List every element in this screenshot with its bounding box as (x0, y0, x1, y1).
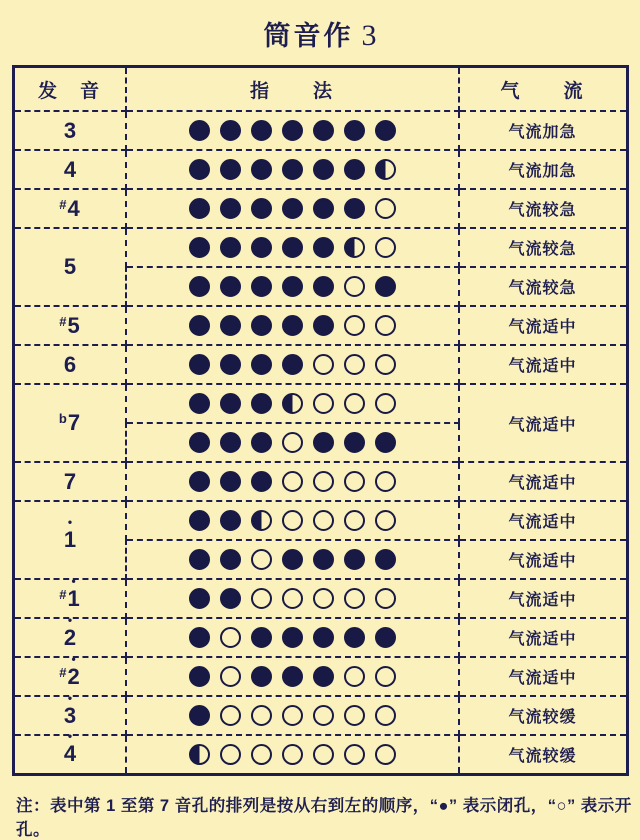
hole-filled-icon (220, 471, 241, 492)
hole-filled-icon (282, 120, 303, 141)
airflow-cell: 气流适中 (459, 384, 628, 462)
fingering-cell (126, 267, 459, 306)
hole-open-icon (313, 588, 334, 609)
hole-filled-icon (313, 159, 334, 180)
hole-filled-icon (313, 432, 334, 453)
hole-open-icon (282, 744, 303, 765)
fingering-cell (126, 228, 459, 267)
note-digit: 3 (63, 702, 77, 728)
hole-open-icon (375, 354, 396, 375)
note-cell (13, 612, 126, 657)
fingering-holes (127, 471, 458, 492)
hole-open-icon (313, 354, 334, 375)
fingering-holes (127, 588, 458, 609)
hole-open-icon (344, 315, 365, 336)
fingering-holes (127, 354, 458, 375)
table-row (13, 696, 627, 735)
airflow-cell: 气流适中 (459, 462, 628, 501)
hole-open-icon (282, 588, 303, 609)
note-digit: 6 (63, 351, 77, 377)
hole-filled-icon (189, 315, 210, 336)
note-cell (13, 228, 126, 306)
fingering-holes (127, 393, 458, 414)
hole-open-icon (375, 705, 396, 726)
table-row (13, 306, 627, 345)
note-digit: 2 (67, 663, 80, 689)
airflow-cell: 气流较急 (459, 267, 628, 306)
footnote: 注：表中第 1 至第 7 音孔的排列是按从右到左的顺序，“●” 表示闭孔，“○” 表示开孔。 (16, 796, 632, 839)
hole-filled-icon (313, 666, 334, 687)
hole-filled-icon (251, 198, 272, 219)
hole-filled-icon (220, 276, 241, 297)
hole-filled-icon (313, 198, 334, 219)
hole-filled-icon (189, 159, 210, 180)
fingering-cell (126, 696, 459, 735)
octave-dot: • (67, 612, 73, 627)
table-row (13, 579, 627, 618)
hole-open-icon (282, 471, 303, 492)
hole-filled-icon (189, 471, 210, 492)
hole-open-icon (313, 510, 334, 531)
fingering-cell (126, 501, 459, 540)
table-row (13, 111, 627, 150)
fingering-holes (127, 120, 458, 141)
hole-open-icon (344, 744, 365, 765)
hole-open-icon (375, 588, 396, 609)
hole-filled-icon (375, 627, 396, 648)
hole-filled-icon (282, 354, 303, 375)
page-title-text: 筒音作 (263, 21, 354, 51)
fingering-cell (126, 462, 459, 501)
fingering-holes (127, 276, 458, 297)
table-row (13, 501, 627, 540)
octave-dot: • (67, 690, 73, 705)
hole-filled-icon (189, 198, 210, 219)
page-title (0, 0, 640, 53)
hole-open-icon (220, 627, 241, 648)
hole-filled-icon (220, 237, 241, 258)
note-cell (13, 501, 126, 579)
airflow-cell: 气流加急 (459, 111, 628, 150)
hole-open-icon (375, 471, 396, 492)
hole-half-icon (375, 159, 396, 180)
hole-open-icon (313, 471, 334, 492)
hole-filled-icon (189, 237, 210, 258)
hole-filled-icon (375, 120, 396, 141)
octave-dot: • (67, 729, 73, 744)
note-digit: 5 (63, 254, 77, 279)
fingering-cell (126, 735, 459, 774)
hole-filled-icon (220, 354, 241, 375)
fingering-cell (126, 618, 459, 657)
hole-open-icon (220, 744, 241, 765)
hole-filled-icon (313, 627, 334, 648)
fingering-holes (127, 666, 458, 687)
fingering-cell (126, 657, 459, 696)
hole-filled-icon (313, 276, 334, 297)
sharp-sign: # (59, 664, 67, 680)
table-row (13, 189, 627, 228)
hole-filled-icon (189, 705, 210, 726)
table-row (13, 462, 627, 501)
hole-open-icon (313, 705, 334, 726)
note-cell (13, 345, 126, 384)
table-row (13, 150, 627, 189)
hole-open-icon (375, 237, 396, 258)
fingering-cell (126, 150, 459, 189)
note-cell (13, 729, 126, 774)
note-cell (13, 111, 126, 150)
hole-open-icon (251, 549, 272, 570)
table-row (13, 618, 627, 657)
hole-half-icon (251, 510, 272, 531)
hole-filled-icon (282, 159, 303, 180)
hole-filled-icon (220, 432, 241, 453)
airflow-cell: 气流适中 (459, 657, 628, 696)
hole-filled-icon (375, 432, 396, 453)
hole-open-icon (313, 393, 334, 414)
fingering-table (12, 65, 629, 776)
hole-filled-icon (189, 627, 210, 648)
hole-filled-icon (282, 276, 303, 297)
fingering-holes (127, 159, 458, 180)
octave-dot: • (67, 515, 73, 529)
note-digit: 4 (63, 156, 77, 182)
hole-filled-icon (251, 627, 272, 648)
hole-open-icon (375, 744, 396, 765)
hole-open-icon (344, 666, 365, 687)
sharp-sign: # (59, 586, 67, 602)
hole-filled-icon (313, 237, 334, 258)
hole-open-icon (282, 705, 303, 726)
note-cell (13, 462, 126, 501)
hole-half-icon (344, 237, 365, 258)
hole-open-icon (282, 510, 303, 531)
hole-filled-icon (251, 159, 272, 180)
airflow-cell: 气流加急 (459, 150, 628, 189)
hole-open-icon (344, 393, 365, 414)
hole-open-icon (251, 588, 272, 609)
note-digit: 4 (67, 195, 80, 221)
hole-filled-icon (251, 120, 272, 141)
flat-sign: b (58, 411, 67, 426)
hole-open-icon (344, 510, 365, 531)
hole-filled-icon (282, 627, 303, 648)
fingering-cell (126, 306, 459, 345)
fingering-cell (126, 111, 459, 150)
note-digit: 2 (63, 624, 77, 650)
hole-filled-icon (375, 276, 396, 297)
fingering-cell (126, 384, 459, 423)
fingering-cell (126, 423, 459, 462)
fingering-holes (127, 705, 458, 726)
table-row (13, 384, 627, 423)
hole-filled-icon (251, 471, 272, 492)
sharp-sign: # (59, 313, 67, 329)
hole-half-icon (189, 744, 210, 765)
airflow-cell: 气流较缓 (459, 696, 628, 735)
fingering-holes (127, 198, 458, 219)
hole-filled-icon (282, 198, 303, 219)
hole-filled-icon (220, 198, 241, 219)
airflow-cell: 气流适中 (459, 501, 628, 540)
header-row (13, 67, 627, 112)
note-digit: 7 (67, 410, 81, 435)
hole-open-icon (220, 666, 241, 687)
hole-filled-icon (313, 120, 334, 141)
hole-filled-icon (375, 549, 396, 570)
note-cell (13, 384, 126, 462)
table-row (13, 228, 627, 267)
fingering-cell (126, 579, 459, 618)
octave-dot: • (71, 573, 76, 588)
fingering-holes (127, 510, 458, 531)
fingering-holes (127, 237, 458, 258)
hole-open-icon (220, 705, 241, 726)
hole-filled-icon (344, 120, 365, 141)
note-digit: 4 (63, 741, 77, 767)
hole-open-icon (375, 198, 396, 219)
hole-filled-icon (282, 315, 303, 336)
hole-filled-icon (344, 627, 365, 648)
hole-open-icon (344, 705, 365, 726)
hole-filled-icon (220, 159, 241, 180)
hole-filled-icon (189, 354, 210, 375)
header-note: 发 音 (13, 67, 126, 112)
hole-open-icon (375, 666, 396, 687)
hole-open-icon (375, 510, 396, 531)
hole-open-icon (344, 354, 365, 375)
page-title-number: 3 (361, 19, 377, 52)
hole-open-icon (375, 393, 396, 414)
hole-filled-icon (220, 588, 241, 609)
table-row (13, 735, 627, 774)
fingering-holes (127, 744, 458, 765)
fingering-holes (127, 549, 458, 570)
hole-open-icon (375, 315, 396, 336)
airflow-cell: 气流较急 (459, 228, 628, 267)
hole-open-icon (344, 276, 365, 297)
hole-open-icon (344, 471, 365, 492)
fingering-holes (127, 627, 458, 648)
header-airflow: 气 流 (459, 67, 628, 112)
hole-filled-icon (189, 393, 210, 414)
hole-filled-icon (344, 198, 365, 219)
table-row (13, 657, 627, 696)
hole-filled-icon (251, 432, 272, 453)
hole-filled-icon (189, 276, 210, 297)
note-digit: 3 (63, 117, 77, 143)
hole-filled-icon (313, 549, 334, 570)
fingering-cell (126, 345, 459, 384)
hole-filled-icon (189, 588, 210, 609)
hole-open-icon (313, 744, 334, 765)
hole-filled-icon (251, 354, 272, 375)
hole-filled-icon (251, 276, 272, 297)
hole-filled-icon (251, 315, 272, 336)
airflow-cell: 气流较急 (459, 189, 628, 228)
hole-filled-icon (313, 315, 334, 336)
airflow-cell: 气流适中 (459, 540, 628, 579)
hole-open-icon (251, 744, 272, 765)
hole-filled-icon (344, 432, 365, 453)
note-cell (13, 189, 126, 228)
hole-filled-icon (189, 549, 210, 570)
note-cell (13, 150, 126, 189)
hole-filled-icon (189, 510, 210, 531)
note-digit: 5 (67, 312, 80, 338)
hole-filled-icon (189, 432, 210, 453)
hole-half-icon (282, 393, 303, 414)
note-cell (13, 306, 126, 345)
hole-open-icon (344, 588, 365, 609)
airflow-cell: 气流适中 (459, 345, 628, 384)
hole-filled-icon (251, 666, 272, 687)
hole-open-icon (251, 705, 272, 726)
hole-filled-icon (344, 159, 365, 180)
octave-dot: • (71, 651, 76, 666)
hole-filled-icon (220, 393, 241, 414)
hole-open-icon (282, 432, 303, 453)
hole-filled-icon (282, 237, 303, 258)
note-digit: 1 (63, 527, 77, 552)
hole-filled-icon (344, 549, 365, 570)
hole-filled-icon (189, 120, 210, 141)
airflow-cell: 气流较缓 (459, 735, 628, 774)
hole-filled-icon (282, 549, 303, 570)
header-fingering: 指 法 (126, 67, 459, 112)
fingering-holes (127, 432, 458, 453)
sharp-sign: # (59, 196, 67, 212)
hole-filled-icon (220, 120, 241, 141)
hole-filled-icon (251, 393, 272, 414)
hole-filled-icon (220, 510, 241, 531)
airflow-cell: 气流适中 (459, 618, 628, 657)
hole-filled-icon (220, 549, 241, 570)
hole-filled-icon (282, 666, 303, 687)
note-digit: 7 (63, 468, 77, 494)
airflow-cell: 气流适中 (459, 306, 628, 345)
airflow-cell: 气流适中 (459, 579, 628, 618)
hole-filled-icon (189, 666, 210, 687)
fingering-holes (127, 315, 458, 336)
hole-filled-icon (251, 237, 272, 258)
fingering-cell (126, 540, 459, 579)
fingering-cell (126, 189, 459, 228)
note-digit: 1 (67, 585, 80, 611)
table-row (13, 345, 627, 384)
hole-filled-icon (220, 315, 241, 336)
